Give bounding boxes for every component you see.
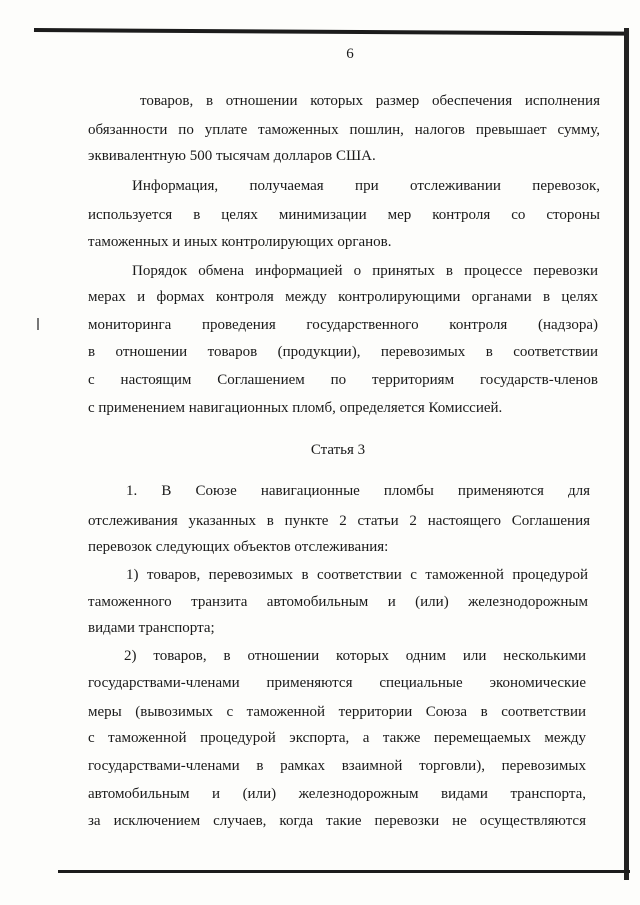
text-line: таможенных и иных контролирующих органов. xyxy=(88,234,392,250)
text-line: 1. В Союзе навигационные пломбы применяются для xyxy=(126,483,590,499)
text-line: Информация, получаемая при отслеживании перевозок, xyxy=(132,178,600,194)
text-line: видами транспорта; xyxy=(88,620,215,636)
text-line: мониторинга проведения государственного контроля (надзора) xyxy=(88,317,598,333)
text-line: 2) товаров, в отношении которых одним или несколькими xyxy=(124,648,586,664)
text-line: с применением навигационных пломб, определяется Комиссией. xyxy=(88,400,503,416)
text-line: отслеживания указанных в пункте 2 статьи 2 настоящего Соглашения xyxy=(88,513,590,529)
page-frame-right-border xyxy=(624,28,629,880)
text-line: государствами-членами применяются специальные экономические xyxy=(88,675,586,691)
page-number: 6 xyxy=(346,46,354,62)
text-line: мерах и формах контроля между контролирующими органами в целях xyxy=(88,289,598,305)
text-line: меры (вывозимых с таможенной территории Союза в соответствии xyxy=(88,704,586,720)
text-line: обязанности по уплате таможенных пошлин, налогов превышает сумму, xyxy=(88,122,600,138)
article-heading: Статья 3 xyxy=(310,442,366,458)
text-line: с настоящим Соглашением по территориям государств-членов xyxy=(88,372,598,388)
text-line: Порядок обмена информацией о принятых в процессе перевозки xyxy=(132,263,598,279)
text-line: эквивалентную 500 тысячам долларов США. xyxy=(88,148,376,164)
text-line: в отношении товаров (продукции), перевозимых в соответствии xyxy=(88,344,598,360)
text-line: перевозок следующих объектов отслеживания: xyxy=(88,539,389,555)
text-line: товаров, в отношении которых размер обеспечения исполнения xyxy=(140,93,600,109)
text-line: с таможенной процедурой экспорта, а также перемещаемых между xyxy=(88,730,586,746)
text-line: 1) товаров, перевозимых в соответствии с таможенной процедурой xyxy=(126,567,588,583)
text-line: государствами-членами в рамках взаимной торговли), перевозимых xyxy=(88,758,586,774)
text-line: используется в целях минимизации мер контроля со стороны xyxy=(88,207,600,223)
text-line: автомобильным и (или) железнодорожным видами транспорта, xyxy=(88,786,586,802)
text-line: таможенного транзита автомобильным и (или) железнодорожным xyxy=(88,594,588,610)
page-frame-bottom-border xyxy=(58,870,630,873)
text-line: за исключением случаев, когда такие перевозки не осуществляются xyxy=(88,813,586,829)
scan-artifact xyxy=(37,318,39,330)
